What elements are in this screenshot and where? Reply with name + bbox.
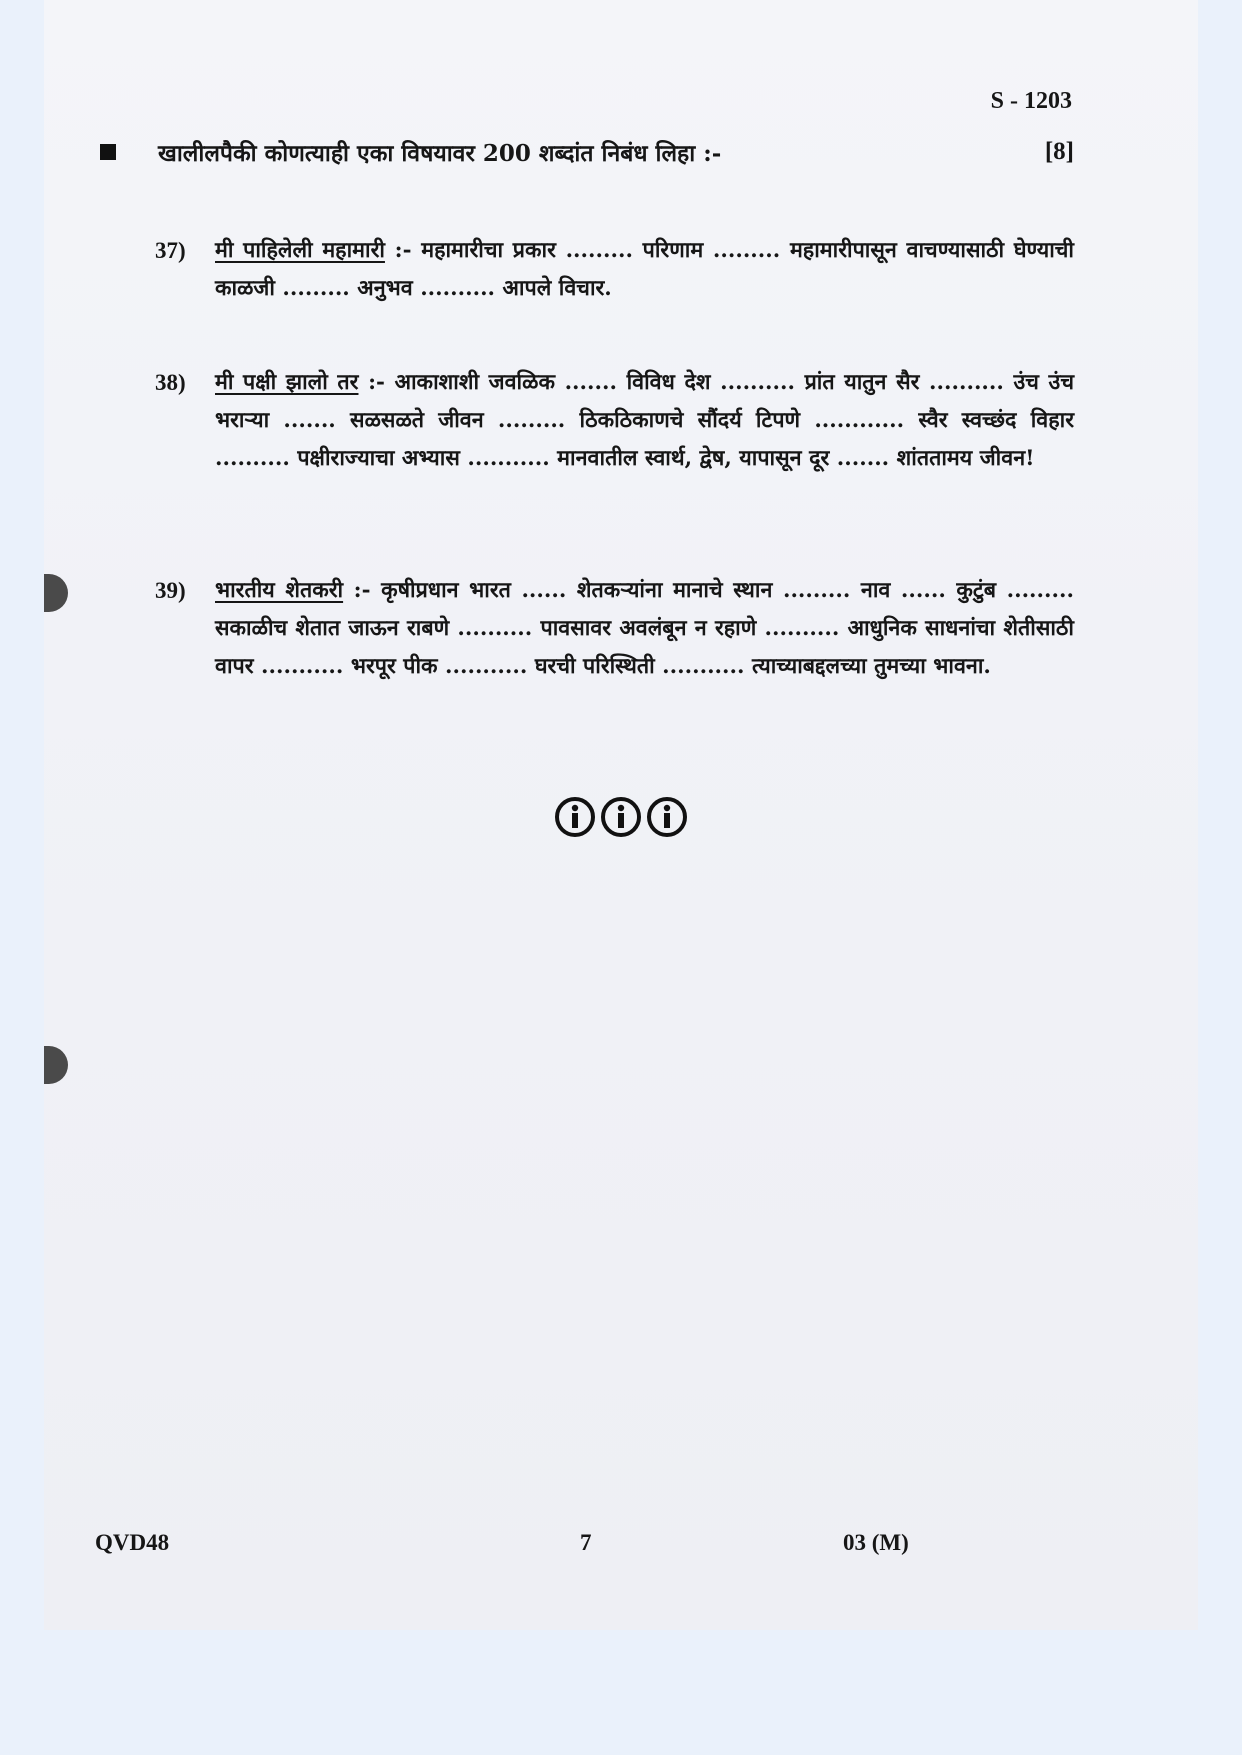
end-of-paper-circled-i-icon — [554, 796, 596, 838]
question-37 — [155, 232, 1074, 308]
footer-right-code: 03 (M) — [843, 1530, 909, 1555]
paper-code: S - 1203 — [990, 88, 1072, 114]
marks-label: [8] — [1044, 138, 1074, 165]
essay-points: :- कृषीप्रधान भारत ...... शेतकऱ्यांना मानाचे स्थान ......... नाव ...... कुटुंब ......... सकाळीच शेतात जाऊन राबणे .......... पावसावर अवलंबून न रहाणे .......... आधुनिक साधनांचा शेतीसाठी वापर ........... भरपूर पीक ........... घरची परिस्थिती ........... त्याच्याबद्दलच्या तुमच्या भावना. — [215, 578, 1074, 679]
question-body — [215, 572, 1074, 686]
instruction-text: खालीलपैकी कोणत्याही एका विषयावर 200 शब्दांत निबंध लिहा :- — [158, 140, 722, 167]
end-of-paper-mark — [0, 796, 1242, 838]
footer-left-code: QVD48 — [95, 1530, 170, 1555]
question-body — [215, 364, 1074, 478]
square-bullet-icon — [100, 144, 116, 160]
question-number: 38) — [155, 370, 186, 395]
essay-title: मी पक्षी झालो तर — [215, 370, 359, 395]
essay-points: :- आकाशाशी जवळिक ....... विविध देश .......... प्रांत यातुन सैर .......... उंच उंच भराऱ्या ....... सळसळते जीवन ......... ठिकठिकाणचे सौंदर्य टिपणे ............ स्वैर स्वच्छंद विहार .......... पक्षीराज्याचा अभ्यास ........... मानवातील स्वार्थ, द्वेष, यापासून दूर ....... शांततामय जीवन! — [215, 370, 1074, 471]
end-of-paper-circled-i-icon — [646, 796, 688, 838]
essay-title: भारतीय शेतकरी — [215, 578, 344, 603]
instruction-row — [100, 136, 1074, 168]
question-39 — [155, 572, 1074, 686]
question-38 — [155, 364, 1074, 478]
essay-title: मी पाहिलेली महामारी — [215, 238, 385, 263]
essay-points: :- महामारीचा प्रकार ......... परिणाम ......... महामारीपासून वाचण्यासाठी घेण्याची काळजी ......... अनुभव .......... आपले विचार. — [215, 238, 1074, 301]
question-number: 39) — [155, 578, 186, 603]
footer-page-number: 7 — [580, 1530, 592, 1555]
question-body — [215, 232, 1074, 308]
question-number: 37) — [155, 238, 186, 263]
end-of-paper-circled-i-icon — [600, 796, 642, 838]
